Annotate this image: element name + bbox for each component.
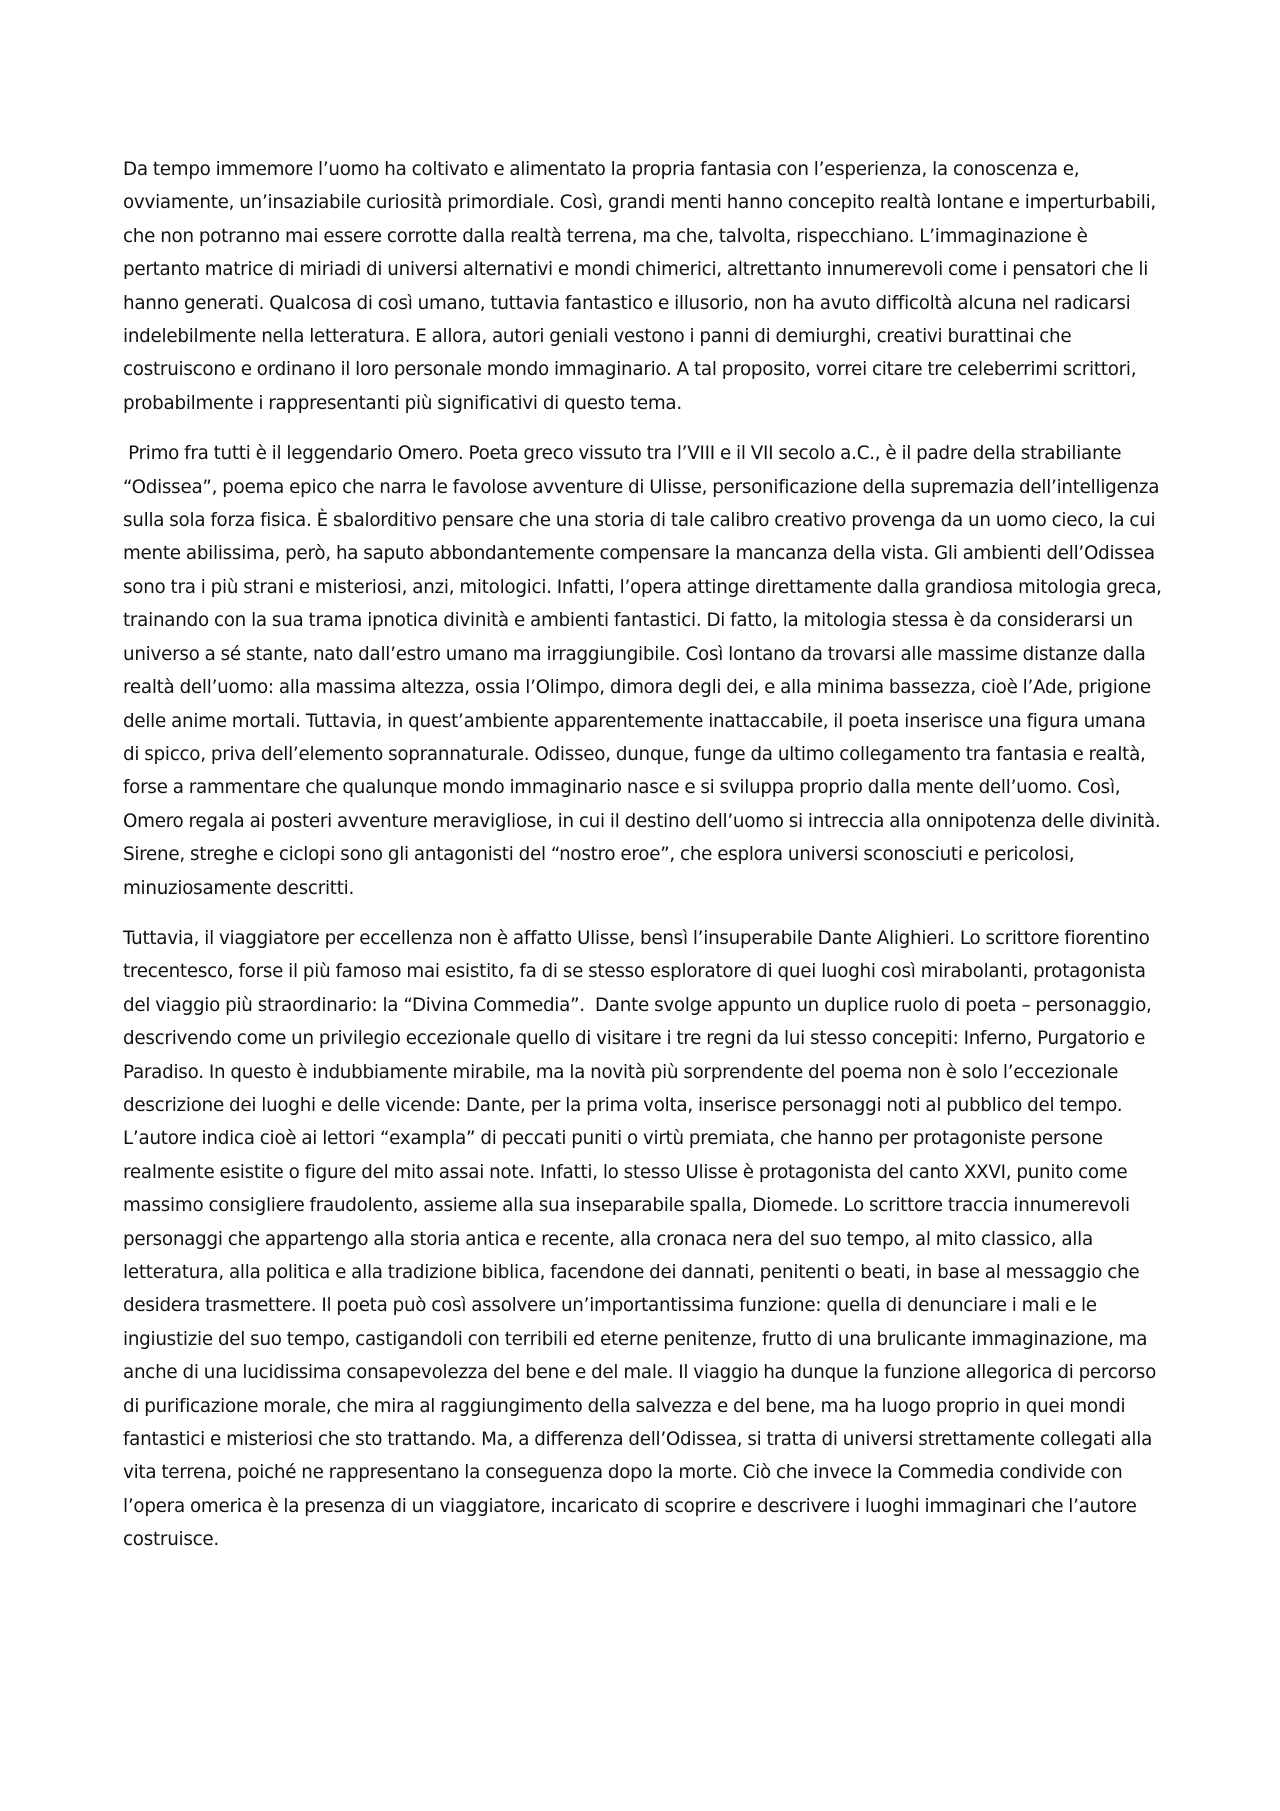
document-body bbox=[123, 153, 1166, 1574]
paragraph-omero: Primo fra tutti è il leggendario Omero. Poeta greco vissuto tra l’VIII e il VII secolo a.C., è il padre della strabiliante “Odissea”, poema epico che narra le favolose avventure di Ulisse, personificazione della supremazia dell’intelligenza sulla sola forza fisica. È sbalorditivo pensare che una storia di tale calibro creativo provenga da un uomo cieco, la cui mente abilissima, però, ha saputo abbondantemente compensare la mancanza della vista. Gli ambienti dell’Odissea sono tra i più strani e misteriosi, anzi, mitologici. Infatti, l’opera attinge direttamente dalla grandiosa mitologia greca, trainando con la sua trama ipnotica divinità e ambienti fantastici. Di fatto, la mitologia stessa è da considerarsi un universo a sé stante, nato dall’estro umano ma irraggiungibile. Così lontano da trovarsi alle massime distanze dalla realtà dell’uomo: alla massima altezza, ossia l’Olimpo, dimora degli dei, e alla minima bassezza, cioè l’Ade, prigione delle anime mortali. Tuttavia, in quest’ambiente apparentemente inattaccabile, il poeta inserisce una figura umana di spicco, priva dell’elemento soprannaturale. Odisseo, dunque, funge da ultimo collegamento tra fantasia e realtà, forse a rammentare che qualunque mondo immaginario nasce e si sviluppa proprio dalla mente dell’uomo. Così, Omero regala ai posteri avventure meravigliose, in cui il destino dell’uomo si intreccia alla onnipotenza delle divinità. Sirene, streghe e ciclopi sono gli antagonisti del “nostro eroe”, che esplora universi sconosciuti e pericolosi, minuziosamente descritti. bbox=[123, 443, 1167, 899]
paragraph-intro: Da tempo immemore l’uomo ha coltivato e alimentato la propria fantasia con l’esperienza, la conoscenza e, ovviamente, un’insaziabile curiosità primordiale. Così, grandi menti hanno concepito realtà lontane e imperturbabili, che non potranno mai essere corrotte dalla realtà terrena, ma che, talvolta, rispecchiano. L’immaginazione è pertanto matrice di miriadi di universi alternativi e mondi chimerici, altrettanto innumerevoli come i pensatori che li hanno generati. Qualcosa di così umano, tuttavia fantastico e illusorio, non ha avuto difficoltà alcuna nel radicarsi indelebilmente nella letteratura. E allora, autori geniali vestono i panni di demiurghi, creativi burattinai che costruiscono e ordinano il loro personale mondo immaginario. A tal proposito, vorrei citare tre celeberrimi scrittori, probabilmente i rappresentanti più significativi di questo tema. bbox=[123, 159, 1156, 414]
paragraph-dante: Tuttavia, il viaggiatore per eccellenza non è affatto Ulisse, bensì l’insuperabile Dante Alighieri. Lo scrittore fiorentino trecentesco, forse il più famoso mai esistito, fa di se stesso esploratore di quei luoghi così mirabolanti, protagonista del viaggio più straordinario: la “Divina Commedia”. Dante svolge appunto un duplice ruolo di poeta – personaggio, descrivendo come un privilegio eccezionale quello di visitare i tre regni da lui stesso concepiti: Inferno, Purgatorio e Paradiso. In questo è indubbiamente mirabile, ma la novità più sorprendente del poema non è solo l’eccezionale descrizione dei luoghi e delle vicende: Dante, per la prima volta, inserisce personaggi noti al pubblico del tempo. L’autore indica cioè ai lettori “exampla” di peccati puniti o virtù premiata, che hanno per protagoniste persone realmente esistite o figure del mito assai note. Infatti, lo stesso Ulisse è protagonista del canto XXVI, punito come massimo consigliere fraudolento, assieme alla sua inseparabile spalla, Diomede. Lo scrittore traccia innumerevoli personaggi che appartengo alla storia antica e recente, alla cronaca nera del suo tempo, al mito classico, alla letteratura, alla politica e alla tradizione biblica, facendone dei dannati, penitenti o beati, in base al messaggio che desidera trasmettere. Il poeta può così assolvere un’importantissima funzione: quella di denunciare i mali e le ingiustizie del suo tempo, castigandoli con terribili ed eterne penitenze, frutto di una brulicante immaginazione, ma anche di una lucidissima consapevolezza del bene e del male. Il viaggio ha dunque la funzione allegorica di percorso di purificazione morale, che mira al raggiungimento della salvezza e del bene, ma ha luogo proprio in quei mondi fantastici e misteriosi che sto trattando. Ma, a differenza dell’Odissea, si tratta di universi strettamente collegati alla vita terrena, poiché ne rappresentano la conseguenza dopo la morte. Ciò che invece la Commedia condivide con l’opera omerica è la presenza di un viaggiatore, incaricato di scoprire e descrivere i luoghi immaginari che l’autore costruisce. bbox=[123, 927, 1162, 1551]
